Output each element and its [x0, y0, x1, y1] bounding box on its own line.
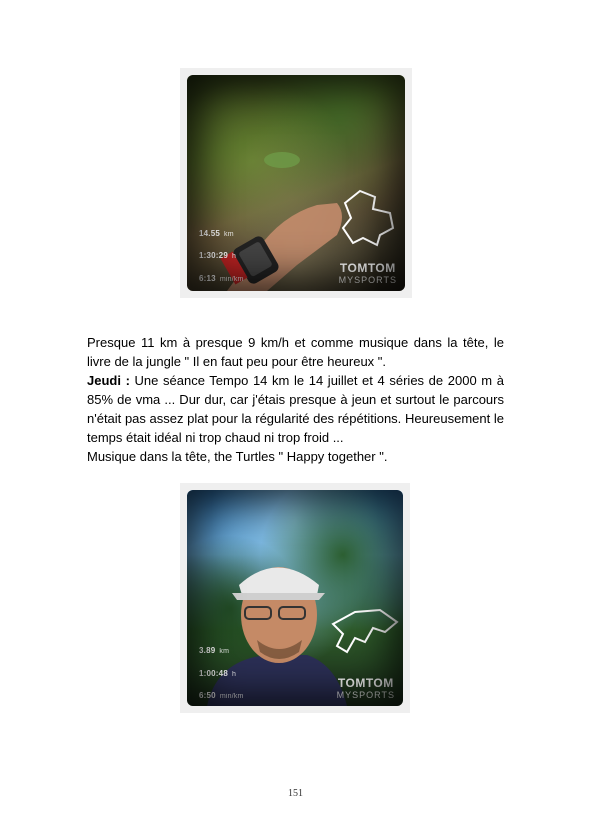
- article-text: [87, 333, 504, 466]
- stat-pace: 6:50 min/km: [199, 691, 244, 700]
- stat-duration: 1:00:48 h: [199, 669, 237, 678]
- jeudi-label: Jeudi :: [87, 373, 130, 388]
- paragraph-2: [87, 371, 504, 447]
- stat-pace: 6:13 min/km: [199, 274, 244, 283]
- page-number: 151: [288, 788, 303, 799]
- run-photo-selfie: [180, 483, 410, 713]
- stat-distance: 3.89 km: [199, 646, 230, 655]
- paragraph-2-body: Une séance Tempo 14 km le 14 juillet et 4 séries de 2000 m à 85% de vma ... Dur dur, car j'étais presque à jeun et surtout le parcours n'était pas assez plat pour la régularité des répétitions. Heureusement le temps était idéal ni trop chaud ni trop froid ...: [87, 373, 504, 445]
- photo-image: [187, 490, 403, 706]
- photo-image: [187, 75, 405, 291]
- paragraph-3: Musique dans la tête, the Turtles " Happy together ".: [87, 449, 388, 464]
- stat-distance: 14.55 km: [199, 229, 234, 238]
- paragraph-1: Presque 11 km à presque 9 km/h et comme musique dans la tête, le livre de la jungle " Il en faut peu pour être heureux ".: [87, 335, 504, 369]
- tomtom-mysports-logo: TOMTOM MYSPORTS: [338, 261, 397, 285]
- stat-duration: 1:30:29 h: [199, 251, 237, 260]
- run-photo-wrist-watch: [180, 68, 412, 298]
- tomtom-mysports-logo: TOMTOM MYSPORTS: [336, 676, 395, 700]
